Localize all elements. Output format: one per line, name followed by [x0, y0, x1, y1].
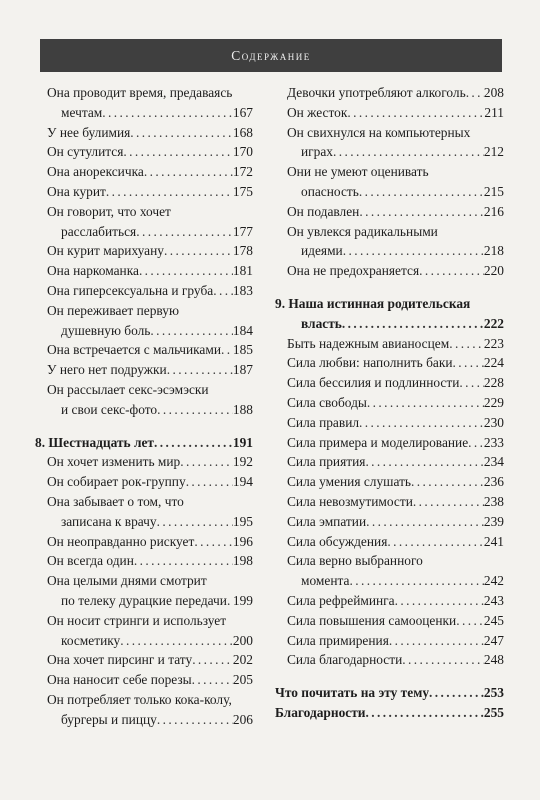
toc-entry-title: Он увлекся радикальными	[287, 223, 438, 239]
toc-page-number: 196	[232, 533, 253, 549]
toc-entry	[275, 162, 504, 182]
toc-entry-title: Он всегда один	[47, 553, 134, 569]
toc-page-number: 245	[483, 612, 504, 628]
toc-entry-title: расслабиться	[61, 223, 137, 239]
toc-entry-title: 9. Наша истинная родительская	[275, 295, 471, 311]
toc-entry-title: Благодарности	[275, 704, 366, 720]
toc-dot-leader	[157, 710, 233, 730]
toc-entry	[275, 631, 504, 651]
toc-dot-leader	[150, 321, 232, 341]
toc-page-number: 239	[483, 513, 504, 529]
section-spacer	[275, 281, 504, 294]
toc-entry	[35, 472, 253, 492]
toc-dot-leader	[419, 261, 484, 281]
toc-dot-leader	[120, 631, 233, 651]
toc-entry-title: У него нет подружки	[47, 362, 167, 378]
toc-entry-title: Он переживает первую	[47, 302, 179, 318]
toc-entry-title: Что почитать на эту тему	[275, 685, 430, 701]
toc-dot-leader	[343, 241, 484, 261]
toc-entry	[35, 123, 253, 143]
toc-page-number: 183	[232, 282, 253, 298]
toc-entry-title: Сила умения слушать	[287, 474, 412, 490]
toc-entry-title: Он хочет изменить мир	[47, 454, 181, 470]
toc-page-number: 230	[483, 414, 504, 430]
toc-page-number: 175	[232, 183, 253, 199]
toc-dot-leader	[130, 123, 233, 143]
toc-entry-title: опасность	[301, 183, 359, 199]
toc-entry	[35, 591, 253, 611]
toc-entry-title: Сила правил	[287, 414, 360, 430]
toc-entry	[275, 591, 504, 611]
toc-dot-leader	[167, 360, 233, 380]
toc-entry	[35, 611, 253, 631]
toc-page-number: 181	[232, 263, 253, 279]
toc-entry	[35, 452, 253, 472]
toc-dot-leader	[106, 182, 233, 202]
toc-entry-title: Она проводит время, предаваясь	[47, 85, 233, 100]
toc-entry-title: и свои секс-фото	[61, 401, 158, 417]
toc-entry	[275, 353, 504, 373]
toc-dot-leader	[134, 551, 233, 571]
toc-entry-title: Он свихнулся на компьютерных	[287, 124, 471, 140]
toc-dot-leader	[411, 472, 484, 492]
toc-entry-title: Она анорексичка	[47, 164, 144, 180]
toc-right-column	[275, 83, 504, 723]
toc-entry	[35, 650, 253, 670]
toc-dot-leader	[186, 472, 233, 492]
toc-dot-leader	[192, 650, 233, 670]
toc-page-number: 238	[483, 493, 504, 509]
toc-entry-title: Сила обсуждения	[287, 533, 388, 549]
toc-entry	[275, 142, 504, 162]
toc-page-number: 224	[483, 355, 504, 371]
toc-entry	[35, 301, 253, 321]
toc-dot-leader	[194, 532, 233, 552]
toc-entry	[275, 261, 504, 281]
toc-entry-title: Она встречается с мальчиками	[47, 342, 222, 358]
toc-dot-leader	[180, 452, 233, 472]
toc-chapter-entry	[275, 703, 504, 723]
toc-entry-title: Она хочет пирсинг и тату	[47, 652, 193, 668]
toc-entry	[35, 380, 253, 400]
toc-entry-title: Он говорит, что хочет	[47, 203, 171, 219]
toc-dot-leader	[468, 433, 484, 453]
toc-page-number: 187	[232, 362, 253, 378]
toc-dot-leader	[389, 631, 484, 651]
toc-entry	[35, 710, 253, 730]
toc-entry-title: Она курит	[47, 183, 106, 199]
toc-entry-title: Сила приятия	[287, 454, 366, 470]
toc-entry-title: Она гиперсексуальна и груба	[47, 282, 214, 298]
toc-entry	[35, 222, 253, 242]
toc-dot-leader	[157, 512, 233, 532]
toc-page-number: 208	[483, 85, 504, 100]
toc-entry-title: момента	[301, 573, 350, 589]
toc-page-number: 198	[232, 553, 253, 569]
toc-page-number: 192	[232, 454, 253, 470]
toc-dot-leader	[213, 281, 233, 301]
toc-page-number: 177	[232, 223, 253, 239]
toc-entry	[275, 472, 504, 492]
toc-entry	[275, 611, 504, 631]
toc-entry	[275, 571, 504, 591]
page-header	[40, 39, 502, 72]
toc-entry	[275, 532, 504, 552]
toc-entry	[35, 83, 253, 103]
toc-page-number: 216	[483, 203, 504, 219]
toc-entry	[35, 492, 253, 512]
toc-entry	[35, 631, 253, 651]
toc-entry-title: Сила благодарности	[287, 652, 403, 668]
toc-entry	[275, 433, 504, 453]
toc-entry	[275, 334, 504, 354]
toc-entry-title: Сила верно выбранного	[287, 553, 423, 569]
toc-dot-leader	[402, 650, 484, 670]
toc-dot-leader	[333, 142, 484, 162]
toc-entry-title: Он подавлен	[287, 203, 360, 219]
toc-entry	[35, 261, 253, 281]
toc-entry	[275, 551, 504, 571]
toc-entry	[275, 512, 504, 532]
toc-page-number: 167	[232, 104, 253, 120]
toc-dot-leader	[366, 512, 484, 532]
toc-entry-title: мечтам	[61, 104, 103, 120]
toc-page-number: 220	[483, 263, 504, 279]
toc-page-number: 241	[483, 533, 504, 549]
toc-dot-leader	[453, 353, 484, 373]
toc-entry-title: Он потребляет только кока-колу,	[47, 691, 232, 707]
section-spacer	[275, 670, 504, 683]
toc-dot-leader	[164, 241, 233, 261]
toc-dot-leader	[429, 683, 484, 703]
toc-page-number: 253	[483, 685, 504, 701]
section-spacer	[35, 420, 253, 433]
toc-entry	[35, 182, 253, 202]
toc-entry-title: Он носит стринги и использует	[47, 612, 227, 628]
toc-entry	[275, 373, 504, 393]
toc-dot-leader	[136, 222, 233, 242]
toc-dot-leader	[366, 703, 484, 723]
toc-entry-title: Сила бессилия и подлинности	[287, 375, 460, 391]
toc-entry	[35, 202, 253, 222]
toc-page-number: 248	[483, 652, 504, 668]
toc-left-column	[35, 83, 253, 730]
toc-dot-leader	[221, 340, 233, 360]
toc-page-number: 218	[483, 243, 504, 259]
toc-entry	[35, 281, 253, 301]
toc-entry-title: Сила примирения	[287, 632, 389, 648]
toc-entry	[275, 452, 504, 472]
toc-page-number: 233	[483, 434, 504, 450]
toc-entry-title: 8. Шестнадцать лет	[35, 434, 155, 450]
toc-page-number: 172	[232, 164, 253, 180]
toc-dot-leader	[413, 492, 484, 512]
toc-page-number: 170	[232, 144, 253, 160]
toc-page-number: 243	[483, 592, 504, 608]
toc-entry-title: Он курит марихуану	[47, 243, 164, 259]
toc-page-number: 200	[232, 632, 253, 648]
toc-entry	[275, 222, 504, 242]
toc-entry	[275, 241, 504, 261]
toc-dot-leader	[139, 261, 233, 281]
toc-entry-title: Он рассылает секс-эсэмэски	[47, 381, 209, 397]
toc-page-number: 255	[483, 704, 504, 720]
toc-dot-leader	[449, 334, 484, 354]
toc-page-number: 178	[232, 243, 253, 259]
toc-page-number: 191	[232, 434, 253, 450]
toc-entry-title: Сила свободы	[287, 394, 367, 410]
toc-entry	[275, 123, 504, 143]
toc-page-number: 185	[232, 342, 253, 358]
toc-entry	[35, 670, 253, 690]
toc-dot-leader	[349, 571, 483, 591]
toc-entry-title: власть	[301, 315, 342, 331]
toc-entry-title: идеями	[301, 243, 343, 259]
toc-page-number: 234	[483, 454, 504, 470]
toc-entry-title: Они не умеют оценивать	[287, 164, 429, 180]
toc-entry	[35, 551, 253, 571]
toc-chapter-entry	[275, 294, 504, 314]
header-title: Содержание	[231, 47, 311, 63]
toc-entry	[275, 83, 504, 103]
toc-entry-title: Быть надежным авианосцем	[287, 335, 450, 351]
toc-entry-title: душевную боль	[61, 322, 151, 338]
toc-entry	[275, 182, 504, 202]
toc-page-number: 195	[232, 513, 253, 529]
toc-dot-leader	[359, 413, 484, 433]
toc-dot-leader	[157, 400, 233, 420]
toc-page-number: 247	[483, 632, 504, 648]
toc-entry-title: Он собирает рок-группу	[47, 474, 186, 490]
toc-entry	[35, 241, 253, 261]
toc-page-number: 184	[232, 322, 253, 338]
toc-page-number: 202	[232, 652, 253, 668]
toc-dot-leader	[123, 142, 233, 162]
toc-entry	[275, 202, 504, 222]
toc-dot-leader	[144, 162, 233, 182]
toc-entry-title: Сила примера и моделирование	[287, 434, 469, 450]
toc-dot-leader	[359, 182, 484, 202]
toc-entry	[35, 512, 253, 532]
toc-entry-title: играх	[301, 144, 333, 160]
toc-dot-leader	[456, 611, 484, 631]
toc-chapter-entry	[35, 433, 253, 453]
toc-dot-leader	[395, 591, 484, 611]
toc-page-number: 236	[483, 474, 504, 490]
toc-entry	[35, 400, 253, 420]
toc-entry-title: Девочки употребляют алкоголь	[287, 85, 466, 100]
toc-page-number: 242	[483, 573, 504, 589]
toc-entry	[35, 571, 253, 591]
toc-chapter-entry	[275, 683, 504, 703]
toc-dot-leader	[102, 103, 233, 123]
toc-entry-title: Сила рефрейминга	[287, 592, 395, 608]
toc-entry-title: Она целыми днями смотрит	[47, 573, 207, 589]
toc-entry-title: бургеры и пиццу	[61, 711, 157, 727]
toc-entry-title: Он сутулится	[47, 144, 124, 160]
toc-entry	[35, 321, 253, 341]
toc-entry-title: Сила невозмутимости	[287, 493, 413, 509]
toc-entry	[275, 393, 504, 413]
toc-dot-leader	[342, 314, 484, 334]
toc-entry	[35, 142, 253, 162]
toc-page-number: 212	[483, 144, 504, 160]
toc-chapter-entry	[275, 314, 504, 334]
toc-dot-leader	[367, 393, 484, 413]
toc-entry-title: Она не предохраняется	[287, 263, 420, 279]
toc-entry	[35, 162, 253, 182]
toc-entry	[275, 103, 504, 123]
toc-entry	[275, 492, 504, 512]
toc-entry	[275, 413, 504, 433]
toc-entry-title: Сила любви: наполнить баки	[287, 355, 453, 371]
toc-dot-leader	[154, 433, 233, 453]
toc-entry	[35, 103, 253, 123]
toc-page-number: 223	[483, 335, 504, 351]
toc-entry-title: Сила эмпатии	[287, 513, 367, 529]
toc-entry-title: Он неоправданно рискует	[47, 533, 195, 549]
toc-dot-leader	[466, 83, 484, 103]
toc-page-number: 211	[484, 104, 504, 120]
toc-page-number: 206	[232, 711, 253, 727]
toc-entry-title: записана к врачу	[61, 513, 157, 529]
toc-entry-title: по телеку дурацкие передачи	[61, 592, 227, 608]
toc-entry	[35, 690, 253, 710]
toc-dot-leader	[359, 202, 484, 222]
toc-entry	[275, 650, 504, 670]
toc-page-number: 229	[483, 394, 504, 410]
toc-page-number: 194	[232, 474, 253, 490]
toc-page-number: 199	[232, 592, 253, 608]
toc-page-number: 222	[483, 315, 504, 331]
toc-page-number: 205	[232, 672, 253, 688]
toc-entry-title: Она наркоманка	[47, 263, 139, 279]
toc-entry-title: Она забывает о том, что	[47, 493, 184, 509]
toc-entry-title: Он жесток	[287, 104, 348, 120]
toc-entry-title: У нее булимия	[47, 124, 131, 140]
toc-dot-leader	[387, 532, 484, 552]
toc-dot-leader	[347, 103, 484, 123]
toc-page-number: 215	[483, 183, 504, 199]
toc-entry-title: Она наносит себе порезы	[47, 672, 192, 688]
toc-page-number: 168	[232, 124, 253, 140]
toc-entry	[35, 532, 253, 552]
toc-dot-leader	[365, 452, 483, 472]
toc-entry	[35, 360, 253, 380]
toc-entry-title: Сила повышения самооценки	[287, 612, 457, 628]
toc-dot-leader	[459, 373, 484, 393]
toc-page-number: 188	[232, 401, 253, 417]
toc-entry-title: косметику	[61, 632, 121, 648]
toc-page-number: 228	[483, 375, 504, 391]
toc-entry	[35, 340, 253, 360]
toc-dot-leader	[192, 670, 233, 690]
